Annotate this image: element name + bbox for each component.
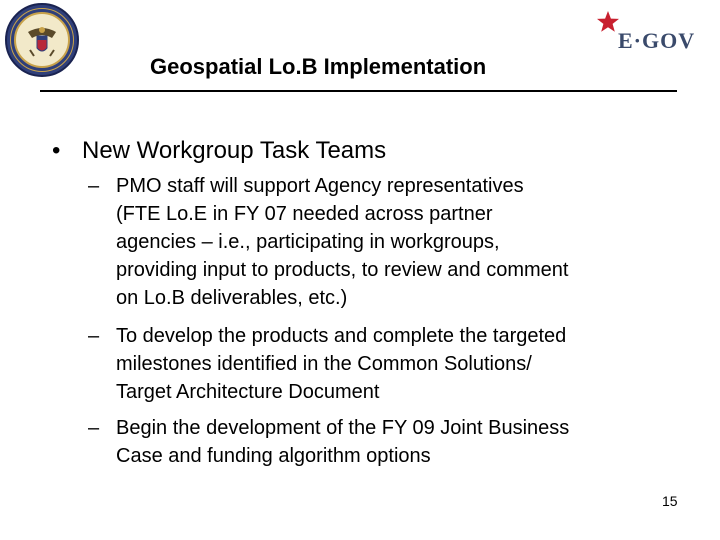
slide-title: Geospatial Lo.B Implementation [150,54,487,79]
bullet-glyph: • [52,137,61,164]
sub-bullet-line: Target Architecture Document [116,381,380,403]
main-bullet-text: New Workgroup Task Teams [82,137,387,164]
egov-logo [596,10,696,54]
title-divider [40,90,677,92]
egov-logo-text: E·GOV [618,28,696,53]
dash-glyph: – [88,175,100,197]
main-bullet [52,137,386,165]
sub-bullet-line: PMO staff will support Agency representatives [116,175,524,197]
sub-bullet-line: To develop the products and complete the targeted [116,325,567,347]
sub-bullet-line: on Lo.B deliverables, etc.) [116,287,348,309]
dash-glyph: – [88,325,100,347]
sub-bullet-line: milestones identified in the Common Solutions/ [116,353,532,375]
sub-bullet-line: (FTE Lo.E in FY 07 needed across partner [116,203,493,225]
sub-bullet-line: providing input to products, to review and comment [116,259,569,281]
star-icon [596,10,620,34]
sub-bullet-3 [88,414,688,470]
sub-bullet-1 [88,172,688,312]
dash-glyph: – [88,417,100,439]
sub-bullet-line: Begin the development of the FY 09 Joint Business [116,417,570,439]
presidential-seal-icon [4,2,80,78]
page-number: 15 [662,493,678,509]
sub-bullet-line: Case and funding algorithm options [116,445,431,467]
sub-bullet-line: agencies – i.e., participating in workgroups, [116,231,500,253]
sub-bullet-2 [88,322,688,406]
